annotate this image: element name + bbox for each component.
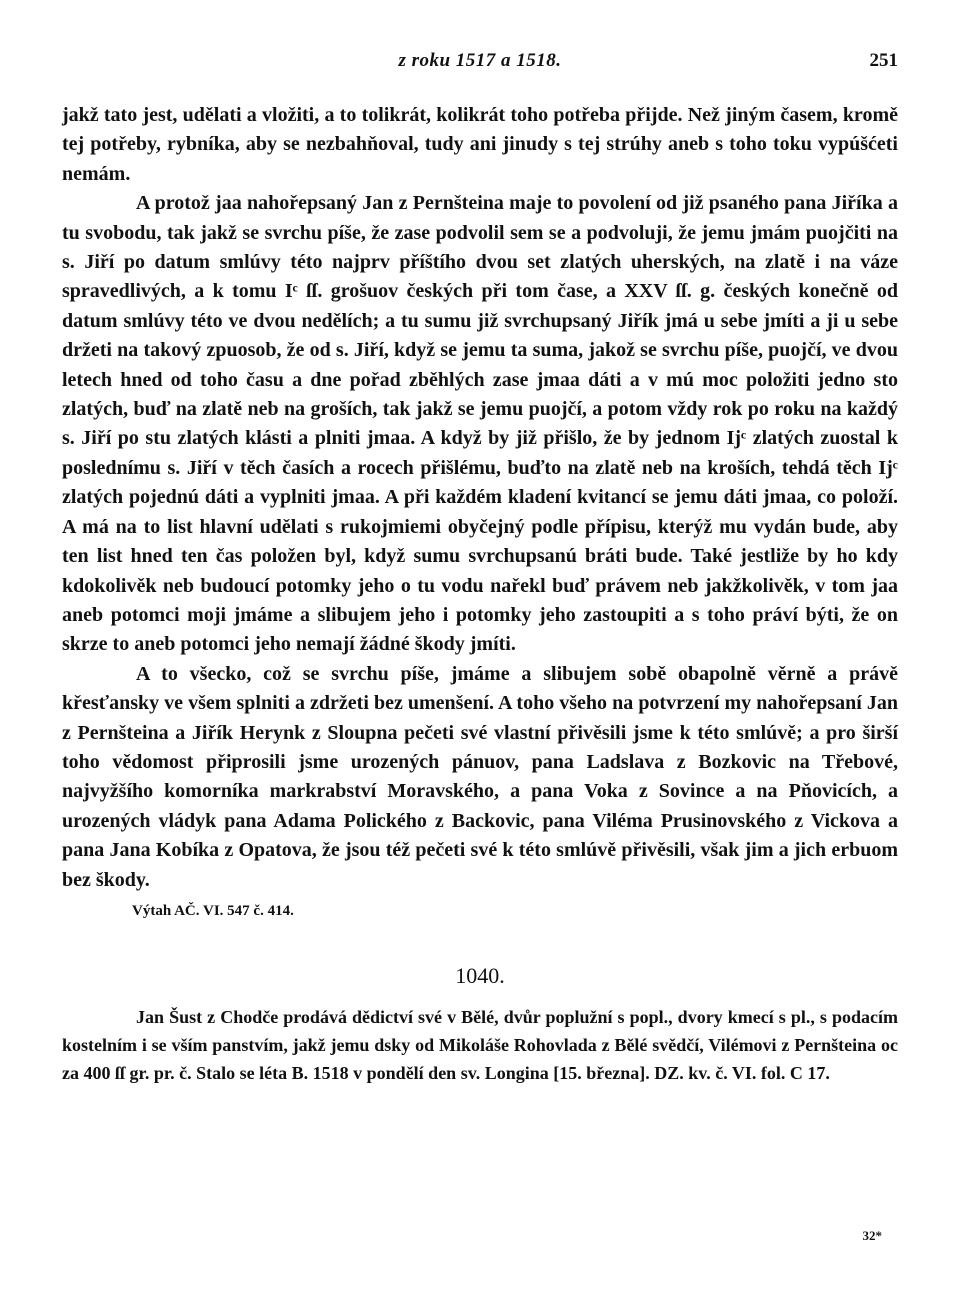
running-head: z roku 1517 a 1518. — [398, 50, 562, 71]
page-number: 251 — [869, 50, 898, 71]
document-number: 1040. — [455, 962, 505, 988]
source-note: Výtah AČ. VI. 547 č. 414. — [132, 902, 294, 919]
document-summary: Jan Šust z Chodče prodává dědictví své v Bělé, dvůr poplužní s popl., dvory kmecí s pl., s podacím kostelním i se vším panstvím, jakž jemu dsky od Mikoláše Rohovlada z Bělé svědčí, Vilémovi z Pernšteina oc za 400 ſſ gr. pr. č. Stalo se léta B. 1518 v pondělí den sv. Longina [15. března]. DZ. kv. č. VI. fol. C 17. — [62, 1006, 898, 1083]
paragraph-continuation: jakž tato jest, udělati a vložiti, a to tolikrát, kolikrát toho potřeba přijde. Než jiným časem, kromě tej potřeby, rybníka, aby se nezbahňoval, tudy ani jinudy s tej strúhy aneb s toho toku vypúšćeti nemám. — [62, 104, 898, 185]
page-header — [62, 50, 898, 80]
signature-mark: 32* — [862, 1228, 882, 1243]
body-text — [62, 101, 898, 1087]
paragraph-agreement: A protož jaa nahořepsaný Jan z Pernšteina maje to povolení od již psaného pana Jiříka a tu svobodu, tak jakž se svrchu píše, že zase podvolil sem se a podvoluji, že jemu jmám puojčiti na s. Jiří po datum smlúvy této najprv příštího dvou set zlatých uherských, na zlatě i na váze spravedlivých, a k tomu Iᶜ ſſ. grošuov českých při tom čase, a XXV ſſ. g. českých konečně od datum smlúvy této ve dvou nedělích; a tu sumu již svrchupsaný Jiřík jmá u sebe jmíti a ji u sebe držeti na takový zpuosob, že od s. Jiří, když se jemu ta suma, jakož se svrchu píše, puojčí, ve dvou letech hned od toho času a dne pořad zběhlých zase jmaa dáti a v mú moc položiti jedno sto zlatých, buď na zlatě neb na groších, tak jakž se jemu puojčí, a potom vždy rok po roku na každý s. Jiří po stu zlatých klásti a plniti jmaa. A když by již přišlo, že by jednom Ijᶜ zlatých zuostal k poslednímu s. Jiří v těch časích a rocech přišlému, buďto na zlatě neb na kroších, tehdá těch Ijᶜ zlatých pojednú dáti a vyplniti jmaa. A při každém kladení kvitancí se jemu dáti jmaa, co položí. A má na to list hlavní udělati s rukojmiemi obyčejný podle přípisu, kterýž mu vydán bude, aby ten list hned ten čas položen byl, když sumu svrchupsanú bráti bude. Také jestliže by ho kdy kdokolivěk neb budoucí potomky jeho o tu vodu nařekl buď právem neb jakžkolivěk, v tom jaa aneb potomci moji jmáme a slibujem jeho i potomky jeho zastoupiti a s toho práví býti, že on skrze to aneb potomci jeho nemají žádné škody jmíti. — [62, 192, 898, 656]
paragraph-confirmation: A to všecko, což se svrchu píše, jmáme a slibujem sobě obapolně věrně a právě křesťansky ve všem splniti a zdržeti bez umenšení. A toho všeho na potvrzení my nahořepsaní Jan z Pernšteina a Jiřík Herynk z Sloupna pečeti své vlastní přivěsili jsme k této smlúvě; a pro širší toho vědomost připrosili jsme urozených pánuov, pana Ladslava z Bozkovic na Třebové, najvyžšího komorníka markrabství Moravského, a pana Voka z Sovince a na Pňovicích, a urozených vládyk pana Adama Polického z Backovic, pana Viléma Prusinovského z Vickova a pana Jana Kobíka z Opatova, že jsou též pečeti své k této smlúvě přivěsili, však jim a jich erbuom bez škody. — [62, 662, 898, 891]
